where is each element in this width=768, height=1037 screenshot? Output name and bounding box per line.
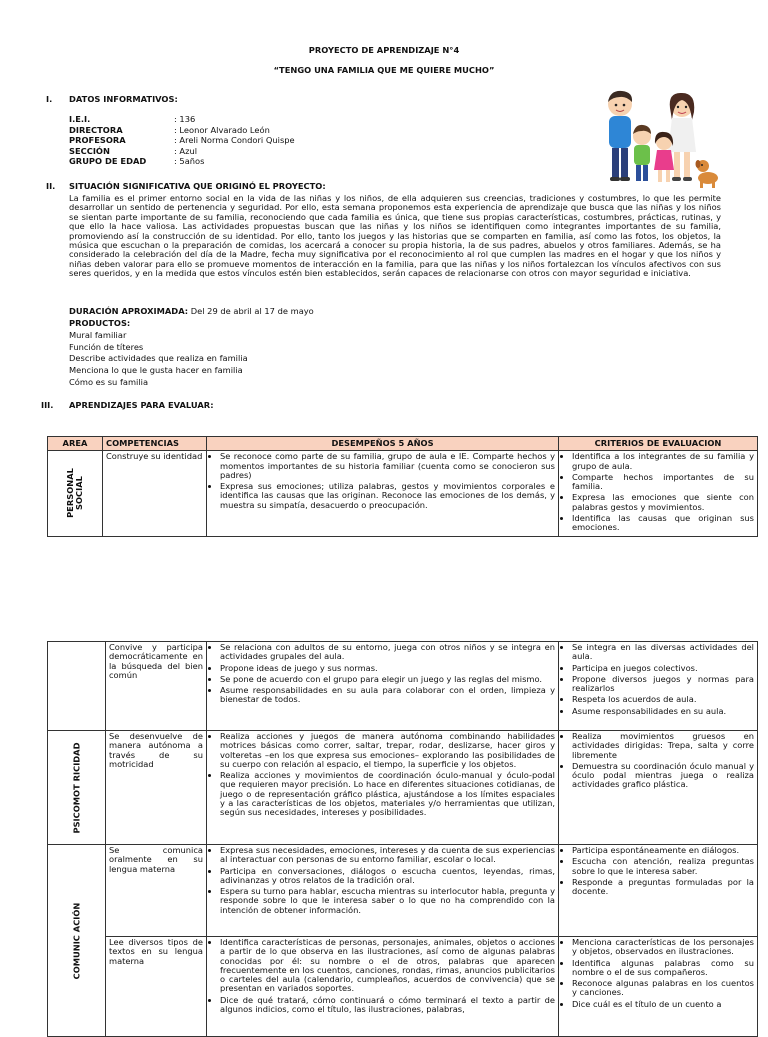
datos-label: DIRECTORA	[69, 124, 123, 135]
datos-row	[69, 157, 295, 168]
boy-figure	[633, 125, 651, 181]
list-item: • Propone diversos juegos y normas para realizarlos	[572, 675, 754, 694]
desempenos-cell	[207, 845, 559, 937]
datos-value: : Leonor Alvarado León	[174, 124, 270, 135]
competencia-cell: Convive y participa democráticamente en la búsqueda del bien común	[106, 642, 207, 731]
duration-line	[69, 307, 314, 317]
list-item: • Se reconoce como parte de su familia, grupo de aula e IE. Comparte hechos y momentos importantes de su historia familiar (cuenta como se conocieron sus padres)	[220, 452, 555, 480]
list-item: • Responde a preguntas formuladas por la docente.	[572, 878, 754, 897]
list-item: • Se relaciona con adultos de su entorno, juega con otros niños y se integra en actividades grupales del aula.	[220, 643, 555, 662]
table-row	[48, 642, 758, 731]
header-desempenos: DESEMPEÑOS 5 AÑOS	[207, 437, 559, 451]
area-cell	[48, 642, 106, 731]
area-cell	[48, 845, 106, 1037]
family-illustration	[596, 88, 722, 194]
section2-title: SITUACIÓN SIGNIFICATIVA QUE ORIGINÓ EL PROYECTO:	[69, 181, 326, 191]
header-competencias: COMPETENCIAS	[103, 437, 207, 451]
datos-informativos	[69, 115, 295, 168]
girl-figure	[654, 132, 674, 182]
datos-value: : 5años	[174, 156, 205, 166]
area-label: PERSONAL SOCIAL	[64, 468, 84, 519]
table-row	[48, 731, 758, 845]
list-item: • Demuestra su coordinación óculo manual y óculo podal mientras juega o realiza actividades grafico plástica.	[572, 762, 754, 790]
criterios-cell	[559, 642, 758, 731]
list-item: • Participa en conversaciones, diálogos o escucha cuentos, leyendas, rimas, adivinanzas y otros relatos de la tradición oral.	[220, 867, 555, 886]
list-item: • Participa espontáneamente en diálogos.	[572, 846, 754, 855]
datos-row	[69, 136, 295, 147]
desempenos-cell	[207, 451, 559, 536]
list-item: • Participa en juegos colectivos.	[572, 664, 754, 673]
section1-title: DATOS INFORMATIVOS:	[69, 94, 178, 104]
evaluation-table-part2	[47, 641, 758, 1037]
desempenos-cell	[207, 937, 559, 1037]
section3-title: APRENDIZAJES PARA EVALUAR:	[69, 400, 214, 410]
dog-figure	[696, 160, 719, 188]
list-item: • Expresa sus emociones; utiliza palabras, gestos y movimientos corporales e identifica las causas que las originan. Reconoce las emociones de los demás, y muestra su simpatía, desacuerdo o preocupación.	[220, 482, 555, 510]
list-item: • Comparte hechos importantes de su familia.	[572, 473, 754, 492]
products-label: PRODUCTOS:	[69, 318, 131, 328]
list-item: • Realiza acciones y movimientos de coordinación óculo-manual y óculo-podal que requieren mayor precisión. Lo hace en diferentes situaciones cotidianas, de juego o de representación gráfico plástica, ajustándose a los límites espaciales y a las características de los objetos, materiales y/o herramientas que utilizan, según sus necesidades, intereses y posibilidades.	[220, 771, 555, 817]
criterios-cell	[559, 845, 758, 937]
header-criterios: CRITERIOS DE EVALUACION	[559, 437, 758, 451]
list-item: • Espera su turno para hablar, escucha mientras su interlocutor habla, pregunta y responde sobre lo que le interesa saber o lo que no ha comprendido con la intención de obtener información.	[220, 887, 555, 915]
list-item: • Dice cuál es el título de un cuento a	[572, 1000, 754, 1009]
duration-value: Del 29 de abril al 17 de mayo	[188, 306, 314, 316]
list-item: • Expresa sus necesidades, emociones, intereses y da cuenta de sus experiencias al interactuar con personas de su entorno familiar, escolar o local.	[220, 846, 555, 865]
list-item: • Respeta los acuerdos de aula.	[572, 695, 754, 704]
criterios-cell	[559, 731, 758, 845]
list-item: • Dice de qué tratará, cómo continuará o cómo terminará el texto a partir de algunos indicios, como el título, las ilustraciones, palabras,	[220, 996, 555, 1015]
table-row	[48, 937, 758, 1037]
competencia-cell: Construye su identidad	[103, 451, 207, 536]
list-item: • Se pone de acuerdo con el grupo para elegir un juego y las reglas del mismo.	[220, 675, 555, 684]
product-item: Cómo es su familia	[69, 376, 149, 387]
list-item: • Se integra en las diversas actividades del aula.	[572, 643, 754, 662]
list-item: • Identifica a los integrantes de su familia y grupo de aula.	[572, 452, 754, 471]
datos-label: PROFESORA	[69, 135, 126, 145]
datos-value: : Azul	[174, 145, 198, 156]
list-item: • Reconoce algunas palabras en los cuentos y canciones.	[572, 979, 754, 998]
list-item: • Realiza movimientos gruesos en actividades dirigidas: Trepa, salta y corre libremente	[572, 732, 754, 760]
datos-row	[69, 115, 295, 126]
criterios-cell	[559, 451, 758, 536]
list-item: • Identifica características de personas, personajes, animales, objetos o acciones a partir de lo que observa en las ilustraciones, así como de algunas palabras conocidas por él: su nombre o el de otros, palabras que aparecen frecuentemente en los cuentos, canciones, rondas, rimas, anuncios publicitarios o carteles del aula (calendario, cumpleaños, acuerdos de convivencia) que se presentan en variados soportes.	[220, 938, 555, 994]
list-item: • Asume responsabilidades en su aula para colaborar con el orden, limpieza y bienestar de todos.	[220, 686, 555, 705]
datos-label: SECCIÓN	[69, 145, 110, 156]
duration-label: DURACIÓN APROXIMADA:	[69, 306, 189, 316]
criterios-cell	[559, 937, 758, 1037]
list-item: • Escucha con atención, realiza preguntas sobre lo que le interesa saber.	[572, 857, 754, 876]
header-area: AREA	[48, 437, 103, 451]
table-header-row	[48, 437, 758, 451]
list-item: • Identifica algunas palabras como su nombre o el de sus compañeros.	[572, 959, 754, 978]
area-cell	[48, 451, 103, 536]
list-item: • Propone ideas de juego y sus normas.	[220, 664, 555, 673]
section2-number: II.	[46, 181, 56, 191]
datos-label: I.E.I.	[69, 114, 91, 124]
area-label: COMUNIC ACIÓN	[70, 902, 81, 979]
table-row	[48, 451, 758, 536]
product-item: Función de títeres	[69, 341, 144, 352]
area-label: PSICOMOT RICIDAD	[70, 742, 81, 833]
datos-label: GRUPO DE EDAD	[69, 156, 147, 166]
father-figure	[608, 91, 632, 181]
project-title: PROYECTO DE APRENDIZAJE N°4	[308, 45, 460, 55]
desempenos-cell	[207, 731, 559, 845]
list-item: • Asume responsabilidades en su aula.	[572, 707, 754, 716]
datos-value: : 136	[174, 114, 196, 124]
project-subtitle: “TENGO UNA FAMILIA QUE ME QUIERE MUCHO”	[273, 65, 495, 75]
evaluation-table-part1	[47, 436, 758, 537]
table-row	[48, 845, 758, 937]
list-item: • Identifica las causas que originan sus emociones.	[572, 514, 754, 533]
product-item: Describe actividades que realiza en familia	[69, 353, 248, 364]
desempenos-cell	[207, 642, 559, 731]
competencia-cell: Se desenvuelve de manera autónoma a través de su motricidad	[106, 731, 207, 845]
list-item: • Realiza acciones y juegos de manera autónoma combinando habilidades motrices básicas como correr, saltar, trepar, rodar, deslizarse, hacer giros y volteretas –en los que expresa sus emociones– explorando las posibilidades de su cuerpo con relación al espacio, el tiempo, la superficie y los objetos.	[220, 732, 555, 769]
list-item: • Menciona características de los personajes y objetos, observados en ilustraciones.	[572, 938, 754, 957]
competencia-cell: Lee diversos tipos de textos en su lengua materna	[106, 937, 207, 1037]
products-list	[69, 331, 248, 389]
situacion-paragraph: La familia es el primer entorno social en la vida de las niñas y los niños, de ella adquieren sus creencias, tradiciones y costumbres, lo que les permite desarrollar un sentido de pertenencia y seguridad. Por ello, esta semana proponemos esta experiencia de aprendizaje que busca que las niñas y los niños se sientan parte importante de su familia, reconociendo que cada familia es única, que tiene sus propias características, costumbres, prácticas, rutinas, y que ello la hace valiosa. Las actividades propuestas buscan que las niñas y los niños se identifiquen como integrantes importantes de su familia, promoviendo así la construcción de su identidad. Por ello, tanto los juegos y las historias que se comparten en familia, así como las fotos, los objetos, la música que escuchan o la preparación de comidas, los acercará a conocer su propia historia, la de sus padres, abuelos y otros familiares. Además, se ha considerado la celebración del día de la Madre, fecha muy significativa por el reconocimiento al rol que cumplen las madres en el hogar y que los niños y niñas deben valorar para ello se promueve momentos de interacción en la familia, para que las niñas y los niños fortalezcan los vínculos afectivos con sus seres queridos, y en la medida que estos vínculos estén bien establecidos, serán capaces de relacionarse con otros con mayor seguridad e iniciativa.	[69, 193, 721, 278]
datos-value: : Areli Norma Condori Quispe	[174, 135, 295, 145]
competencia-cell: Se comunica oralmente en su lengua materna	[106, 845, 207, 937]
area-cell	[48, 731, 106, 845]
section3-number: III.	[41, 400, 54, 410]
product-item: Mural familiar	[69, 330, 127, 340]
list-item: • Expresa las emociones que siente con palabras gestos y movimientos.	[572, 493, 754, 512]
section1-number: I.	[46, 94, 53, 104]
product-item: Menciona lo que le gusta hacer en familia	[69, 365, 243, 376]
